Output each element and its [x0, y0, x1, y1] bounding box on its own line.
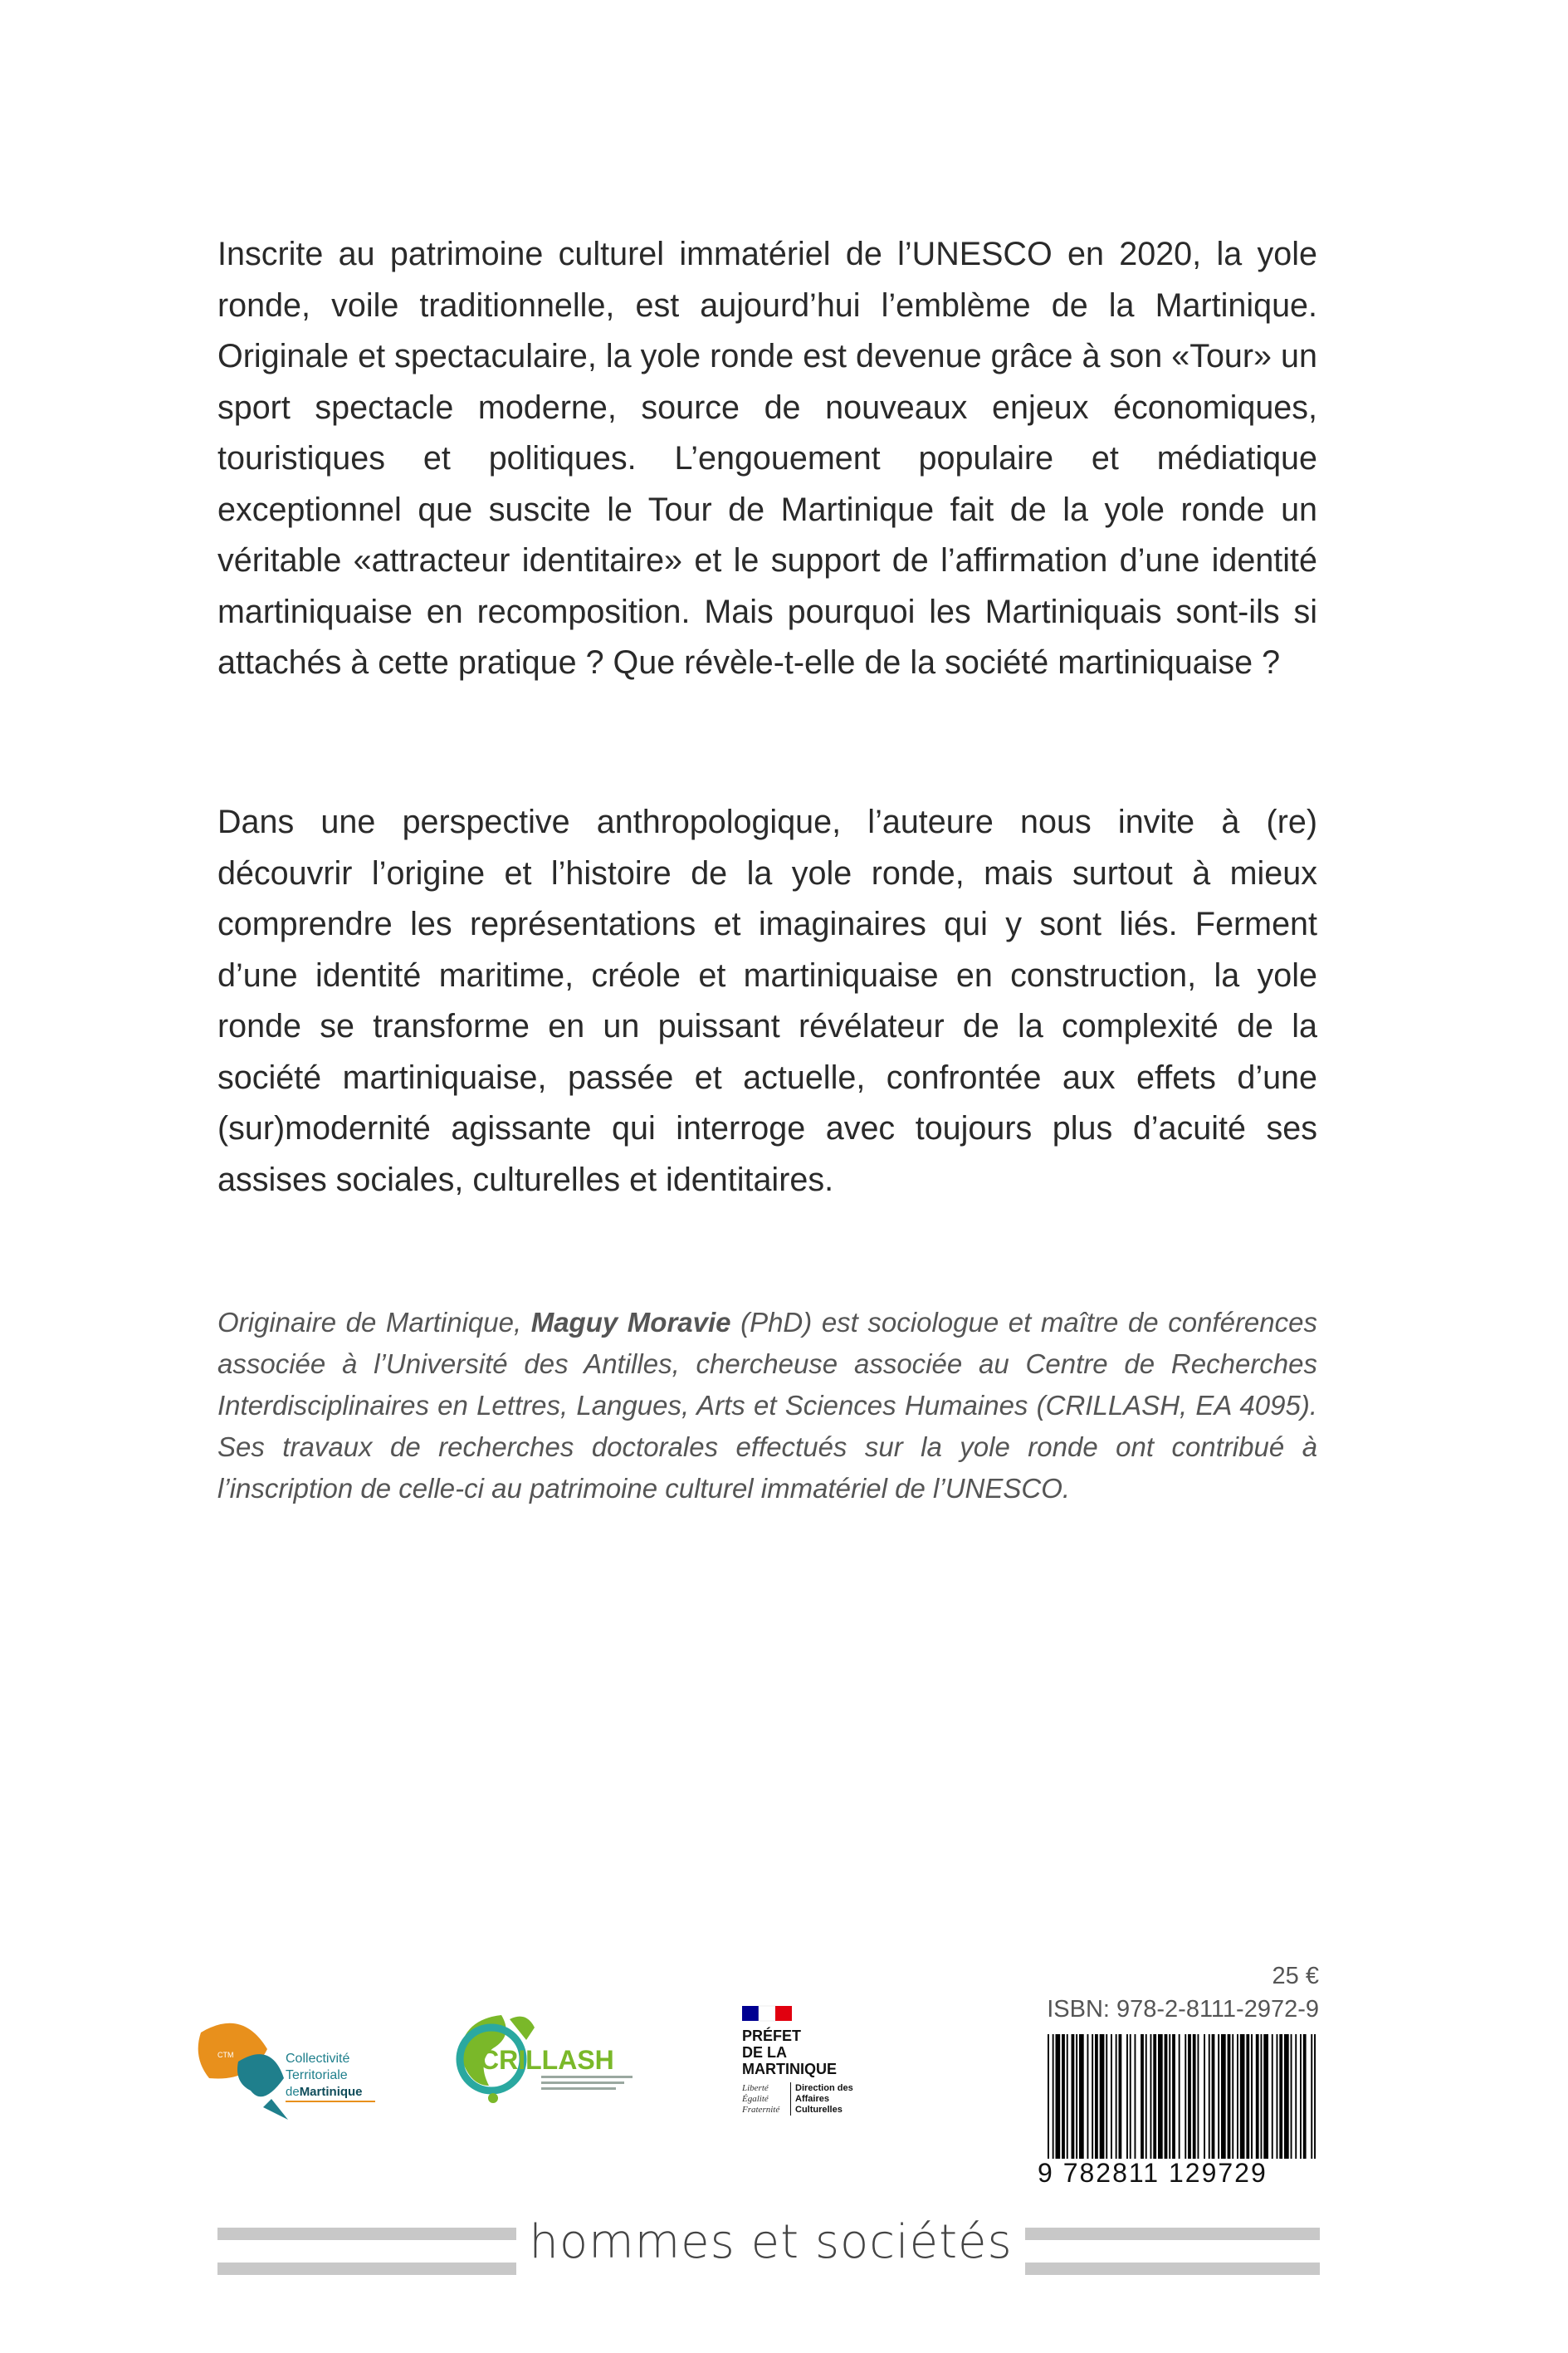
barcode-bar	[1204, 2034, 1205, 2159]
barcode-bar	[1188, 2034, 1191, 2159]
barcode-bar	[1141, 2034, 1144, 2159]
barcode-bar	[1095, 2034, 1098, 2159]
barcode-bar	[1228, 2034, 1231, 2159]
barcode-bar	[1135, 2034, 1136, 2159]
barcode-bar	[1062, 2034, 1065, 2159]
series-rule-bottom-left	[217, 2262, 516, 2275]
barcode-bar	[1076, 2034, 1077, 2159]
prefet-motto1: Liberté	[742, 2083, 769, 2093]
barcode-bar	[1067, 2034, 1068, 2159]
series-rule-top-right	[1025, 2228, 1320, 2240]
barcode-bar	[1172, 2034, 1175, 2159]
barcode-bar	[1087, 2034, 1089, 2159]
barcode-bar	[1106, 2034, 1107, 2159]
barcode-bar	[1237, 2034, 1238, 2159]
barcode-bar	[1261, 2034, 1263, 2159]
barcode-bar	[1277, 2034, 1278, 2159]
barcode-bar	[1116, 2034, 1117, 2159]
barcode-bar	[1169, 2034, 1170, 2159]
prefet-dept3: Culturelles	[795, 2105, 843, 2115]
barcode-bar	[1158, 2034, 1163, 2159]
barcode-bar	[1185, 2034, 1186, 2159]
blurb-paragraph-1: Inscrite au patrimoine culturel immatériel de l’UNESCO en 2020, la yole ronde, voile traditionnelle, est aujourd’hui l’emblème de la Martinique. Originale et spectaculaire, la yole ronde est devenue grâce à son «Tour» un sport spectacle moderne, source de nouveaux enjeux économiques, touristiques et politiques. L’engouement populaire et médiatique exceptionnel que suscite le Tour de Martinique fait de la yole ronde un véritable «attracteur identitaire» et le support de l’affirmation d’une identité martiniquaise en recomposition. Mais pourquoi les Martiniquais sont-ils si attachés à cette pratique ? Que révèle-t-elle de la société martiniquaise ?	[217, 236, 1317, 681]
marianne-flag-icon	[742, 2006, 759, 2021]
svg-text:deMartinique	[286, 2085, 363, 2099]
author-bio-text: (PhD) est sociologue et maître de conférences associée à l’Université des Antilles, chercheuse associée au Centre de Recherches Interdisciplinaires en Lettres, Langues, Arts et Sciences Humaines (CRILLASH, EA 4095). Ses travaux de recherches doctorales effectués sur la yole ronde ont contribué à l’inscription de celle-ci au patrimoine culturel immatériel de l’UNESCO.	[217, 1307, 1317, 1504]
barcode-bar	[1246, 2034, 1249, 2159]
prefet-line2: DE LA	[742, 2044, 787, 2061]
barcode-number: 9 782811 129729	[1038, 2158, 1268, 2188]
crillash-name: CRILLASH	[480, 2045, 614, 2075]
ctm-badge: CTM	[217, 2051, 234, 2059]
barcode-bar	[1119, 2034, 1122, 2159]
prefet-motto3: Fraternité	[742, 2105, 780, 2115]
barcode-bar	[1193, 2034, 1196, 2159]
barcode	[1044, 2034, 1320, 2159]
isbn: ISBN: 978-2-8111-2972-9	[1047, 1996, 1319, 2023]
barcode-bar	[1079, 2034, 1084, 2159]
prefet-logo	[739, 2004, 905, 2137]
barcode-bar	[1130, 2034, 1131, 2159]
barcode-bar	[1311, 2034, 1312, 2159]
barcode-bar	[1100, 2034, 1105, 2159]
prefet-dept2: Affaires	[795, 2094, 829, 2104]
barcode-bar	[1263, 2034, 1268, 2159]
barcode-bar	[1056, 2034, 1061, 2159]
prefet-dept1: Direction des	[795, 2083, 853, 2093]
barcode-bar	[1053, 2034, 1054, 2159]
author-bio-intro: Originaire de Martinique,	[217, 1307, 531, 1338]
barcode-bar	[1165, 2034, 1168, 2159]
barcode-bar	[1212, 2034, 1215, 2159]
barcode-bar	[1240, 2034, 1245, 2159]
barcode-bar	[1198, 2034, 1199, 2159]
author-name: Maguy Moravie	[530, 1307, 731, 1338]
crillash-logo	[443, 2003, 647, 2111]
barcode-bar	[1111, 2034, 1112, 2159]
barcode-bar	[1072, 2034, 1075, 2159]
barcode-bar	[1303, 2034, 1307, 2159]
series-title: hommes et sociétés	[529, 2215, 1013, 2269]
barcode-bar	[1251, 2034, 1253, 2159]
barcode-bar	[1272, 2034, 1273, 2159]
prefet-line3: MARTINIQUE	[742, 2061, 837, 2077]
barcode-bar	[1150, 2034, 1152, 2159]
author-bio	[217, 1302, 1317, 1509]
blurb-paragraph-2: Dans une perspective anthropologique, l’auteure nous invite à (re) découvrir l’origine et l’histoire de la yole ronde, mais surtout à mieux comprendre les représentations et imaginaires qui y sont liés. Ferment d’une identité maritime, créole et martiniquaise en construction, la yole ronde se transforme en un puissant révélateur de la complexité de la société martiniquaise, passée et actuelle, confrontée aux effets d’une (sur)modernité agissante qui interroge avec toujours plus d’acuité ses assises sociales, culturelles et identitaires.	[217, 804, 1317, 1198]
barcode-bar	[1126, 2034, 1128, 2159]
barcode-bar	[1284, 2034, 1289, 2159]
ctm-line3-prefix: de	[286, 2085, 300, 2099]
barcode-bar	[1295, 2034, 1297, 2159]
ctm-line2: Territoriale	[286, 2068, 348, 2082]
series-rule-bottom-right	[1025, 2262, 1320, 2275]
barcode-bar	[1209, 2034, 1210, 2159]
price: 25 €	[1272, 1963, 1319, 1989]
barcode-bar	[1153, 2034, 1156, 2159]
barcode-bar	[1221, 2034, 1226, 2159]
barcode-bar	[1232, 2034, 1233, 2159]
series-rule-top-left	[217, 2228, 516, 2240]
ctm-logo	[193, 1999, 383, 2124]
barcode-bar	[1048, 2034, 1049, 2159]
barcode-bar	[1291, 2034, 1292, 2159]
prefet-line1: PRÉFET	[742, 2028, 802, 2044]
barcode-bar	[1279, 2034, 1282, 2159]
barcode-bar	[1314, 2034, 1316, 2159]
barcode-bar	[1218, 2034, 1219, 2159]
ctm-line3-brand: Martinique	[299, 2085, 363, 2099]
prefet-motto2: Égalité	[742, 2094, 769, 2104]
barcode-bar	[1179, 2034, 1180, 2159]
barcode-bar	[1092, 2034, 1093, 2159]
ctm-line1: Collectivité	[286, 2052, 350, 2066]
barcode-bar	[1145, 2034, 1147, 2159]
ctm-bird-icon	[237, 2054, 284, 2096]
barcode-bar	[1256, 2034, 1259, 2159]
barcode-bar	[1300, 2034, 1302, 2159]
